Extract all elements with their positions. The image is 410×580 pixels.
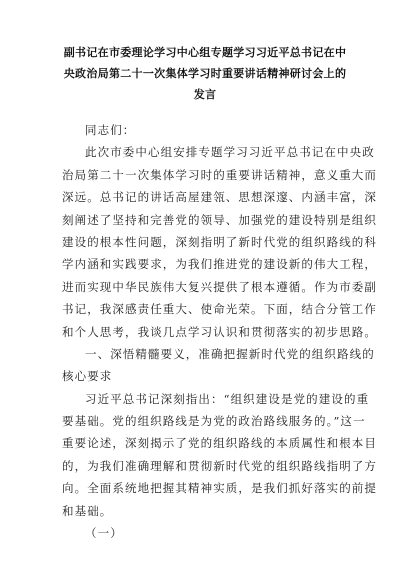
paragraph-line: 和基础。 xyxy=(62,503,113,518)
paragraph-line: 重要论述，深刻揭示了党的组织路线的本质属性和根本目 xyxy=(62,436,377,451)
paragraph-line: 和个人思考，我谈几点学习认识和贯彻落实的初步思路。 xyxy=(62,324,377,339)
paragraph-line: 学内涵和实践要求，为我们推进党的建设新的伟大工程， xyxy=(62,257,377,272)
paragraph-line: 的，为我们准确理解和贯彻新时代党的组织路线指明了方 xyxy=(62,458,377,473)
paragraph-line: 要基础。党的组织路线是为党的政治路线服务的。”这一 xyxy=(62,414,366,429)
salutation: 同志们： xyxy=(85,123,136,137)
section-heading: 核心要求 xyxy=(62,369,113,384)
paragraph-line: 进而实现中华民族伟大复兴提供了根本遵循。作为市委副 xyxy=(62,279,377,294)
title-line: 发言 xyxy=(193,88,217,101)
document-title xyxy=(58,42,352,105)
document-body xyxy=(62,119,377,544)
paragraph-line: 深远。总书记的讲话高屋建瓴、思想深邃、内涵丰富，深 xyxy=(62,190,377,205)
subsection-marker: （一） xyxy=(85,526,123,541)
paragraph-line: 此次市委中心组安排专题学习习近平总书记在中央政 xyxy=(85,145,375,160)
paragraph-line: 向。全面系统地把握其精神实质，是我们抓好落实的前提 xyxy=(62,481,377,496)
section-heading: 一、深悟精髓要义，准确把握新时代党的组织路线的 xyxy=(85,346,375,361)
paragraph-line: 书记，我深感责任重大、使命光荣。下面，结合分管工作 xyxy=(62,302,377,317)
paragraph-line: 建设的根本性问题，深刻指明了新时代党的组织路线的科 xyxy=(62,234,377,249)
title-line: 央政治局第二十一次集体学习时重要讲话精神研讨会上的 xyxy=(63,67,347,80)
paragraph-line: 刻阐述了坚持和完善党的领导、加强党的建设特别是组织 xyxy=(62,212,377,227)
paragraph-line: 习近平总书记深刻指出：“组织建设是党的建设的重 xyxy=(85,391,370,406)
title-line: 副书记在市委理论学习中心组专题学习习近平总书记在中 xyxy=(63,46,347,59)
paragraph-line: 治局第二十一次集体学习时的重要讲话精神，意义重大而 xyxy=(62,167,377,182)
